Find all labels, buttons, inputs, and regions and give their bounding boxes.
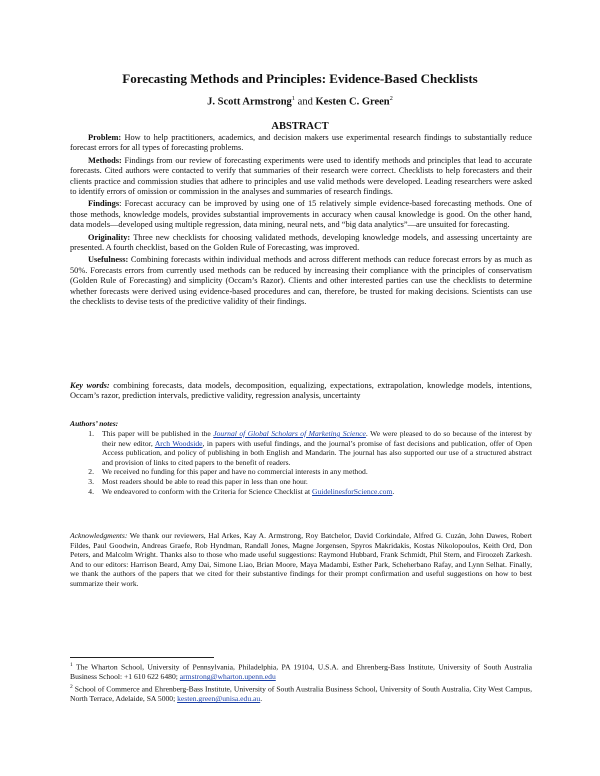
note-text: Most readers should be able to read this paper in less than one hour. bbox=[102, 476, 308, 486]
note-number: 1. bbox=[88, 429, 94, 438]
footnote-divider bbox=[70, 657, 214, 658]
problem-label: Problem: bbox=[88, 133, 122, 142]
footnote-1-text: The Wharton School, University of Pennsylvania, Philadelphia, PA 19104, U.S.A. and Ehrenberg-Bass Institute, University of South Australia Business School: +1 610 622 6480; bbox=[70, 662, 532, 682]
methods-text: Findings from our review of forecasting experiments were used to identify methods and principles that lead to accurate forecasts. Cited authors were contacted to verify that summaries of their research were correct. Checklists to help forecasters and their clients practice and commission studies that adhere to principles and use valid methods were developed. Leading researchers were asked to identify errors of omission or commission in the analyses and summaries of research findings. bbox=[70, 155, 532, 197]
author-2: Kesten C. Green bbox=[315, 96, 390, 108]
abstract-originality bbox=[70, 233, 532, 254]
footnotes bbox=[70, 661, 532, 705]
usefulness-text: Combining forecasts within individual methods and across different methods can reduce forecast errors by as much as 50%. Forecasts errors from currently used methods can be reduced by increasing their compliance with the principles of conservatism (Golden Rule of Forecasting) and simplicity (Occam’s Razor). Clients and other interested parties can use the checklists to determine whether forecasts were derived using evidence-based procedures and can, therefore, be trusted for making decisions. Scientists can use the checklists to devise tests of the predictive validity of their findings. bbox=[70, 255, 532, 307]
acknowledgments-label: Acknowledgments: bbox=[70, 531, 128, 540]
green-email-link[interactable]: kesten.green@unisa.edu.au bbox=[177, 694, 261, 704]
footnote-2-end: . bbox=[260, 694, 263, 704]
abstract-methods bbox=[70, 156, 532, 198]
note-text-part: We endeavored to conform with the Criteria for Science Checklist at bbox=[102, 486, 313, 496]
keywords bbox=[70, 381, 532, 402]
note-text bbox=[102, 429, 532, 467]
abstract-usefulness bbox=[70, 255, 532, 307]
originality-text: Three new checklists for choosing validated methods, developing knowledge models, and assessing uncertainty are presented. A fourth checklist, based on the Golden Rule of Forecasting, was improved. bbox=[70, 232, 532, 253]
note-item bbox=[70, 429, 532, 467]
author-1: J. Scott Armstrong bbox=[207, 96, 292, 108]
keywords-text: combining forecasts, data models, decomposition, equalizing, expectations, extrapolation, knowledge models, intentions, Occam’s razor, prediction intervals, predictive validity, regression analysis, uncertainty bbox=[70, 381, 532, 401]
armstrong-email-link[interactable]: armstrong@wharton.upenn.edu bbox=[179, 672, 276, 682]
acknowledgments bbox=[70, 531, 532, 589]
abstract-findings bbox=[70, 199, 532, 230]
footnote-2-mark: 2 bbox=[70, 684, 73, 691]
abstract-body bbox=[70, 133, 532, 310]
methods-label: Methods: bbox=[88, 155, 122, 165]
note-text: We received no funding for this paper and have no commercial interests in any method. bbox=[102, 467, 368, 477]
problem-text: How to help practitioners, academics, and decision makers use experimental research findings to substantially reduce forecast errors for all types of forecasting problems. bbox=[70, 133, 532, 153]
author-1-mark: 1 bbox=[291, 95, 296, 102]
note-text-part: This paper will be published in the bbox=[102, 429, 214, 438]
keywords-label: Key words: bbox=[70, 381, 110, 390]
originality-label: Originality: bbox=[88, 232, 131, 242]
journal-link[interactable]: Journal of Global Scholars of Marketing Science bbox=[213, 429, 366, 438]
note-text-part: . We were pleased to do so because of the interest by their new editor, bbox=[102, 429, 532, 448]
footnote-2 bbox=[70, 683, 532, 704]
author-line bbox=[0, 95, 600, 108]
note-item bbox=[70, 487, 532, 497]
abstract-heading: ABSTRACT bbox=[271, 121, 329, 132]
footnote-1 bbox=[70, 661, 532, 682]
footnote-2-text: School of Commerce and Ehrenberg-Bass Institute, University of South Australia Business School, University of South Australia, City West Campus, North Terrace, Adelaide, SA 5000; bbox=[70, 684, 532, 704]
note-number: 3. bbox=[88, 476, 94, 486]
guidelines-link[interactable]: GuidelinesforScience.com bbox=[312, 486, 393, 496]
editor-link[interactable]: Arch Woodside bbox=[154, 438, 203, 448]
author-conjunction: and bbox=[297, 96, 313, 108]
note-text-part: . bbox=[392, 486, 395, 496]
abstract-problem bbox=[70, 133, 532, 154]
authors-notes-heading: Authors’ notes: bbox=[70, 419, 119, 428]
findings-label: Findings bbox=[88, 199, 120, 209]
note-item bbox=[70, 467, 532, 477]
findings-text: : Forecast accuracy can be improved by using one of 15 relatively simple evidence-based forecasting methods. One of those methods, knowledge models, provides substantial improvements in accuracy when causal knowledge is good. On the other hand, data models—developed using multiple regression, data mining, neural nets, and “big data analytics”—are unsuited for forecasting. bbox=[70, 199, 532, 230]
paper-title: Forecasting Methods and Principles: Evidence-Based Checklists bbox=[122, 71, 478, 86]
note-text-part: , in papers with useful findings, and the journal’s promise of fast decisions and publication, offer of Open Access publication, and policy of publishing in both English and Mandarin. The journal has also supported our use of a structured abstract and provision of links to cited papers to the benefit of readers. bbox=[102, 438, 532, 467]
note-number: 4. bbox=[88, 486, 94, 496]
author-2-mark: 2 bbox=[389, 95, 393, 102]
footnote-1-mark: 1 bbox=[70, 662, 73, 668]
note-item bbox=[70, 477, 532, 487]
note-number: 2. bbox=[88, 467, 94, 477]
acknowledgments-text: We thank our reviewers, Hal Arkes, Kay A. Armstrong, Roy Batchelor, David Corkindale, Alfred G. Cuzán, John Dawes, Robert Fildes, Paul Goodwin, Andreas Graefe, Rob Hyndman, Randall Jones, Magne Jorgensen, Spyros Makridakis, Kostas Nikolopoulos, Keith Ord, Don Peters, and Malcolm Wright. Thanks also to those who made useful suggestions: Raymond Hubbard, Frank Schmidt, Phil Stern, and Firoozeh Zarkesh. And to our editors: Harrison Beard, Amy Dai, Simone Liao, Brian Moore, Maya Madambi, Esther Park, Scheherbano Rafay, and Lynn Selhat. Finally, we thank the authors of the papers that we cited for their substantive findings for their prompt confirmation and useful suggestions on how to best summarize their work. bbox=[70, 531, 532, 588]
usefulness-label: Usefulness: bbox=[88, 255, 129, 265]
note-text bbox=[102, 487, 532, 497]
authors-notes-list bbox=[70, 429, 532, 496]
